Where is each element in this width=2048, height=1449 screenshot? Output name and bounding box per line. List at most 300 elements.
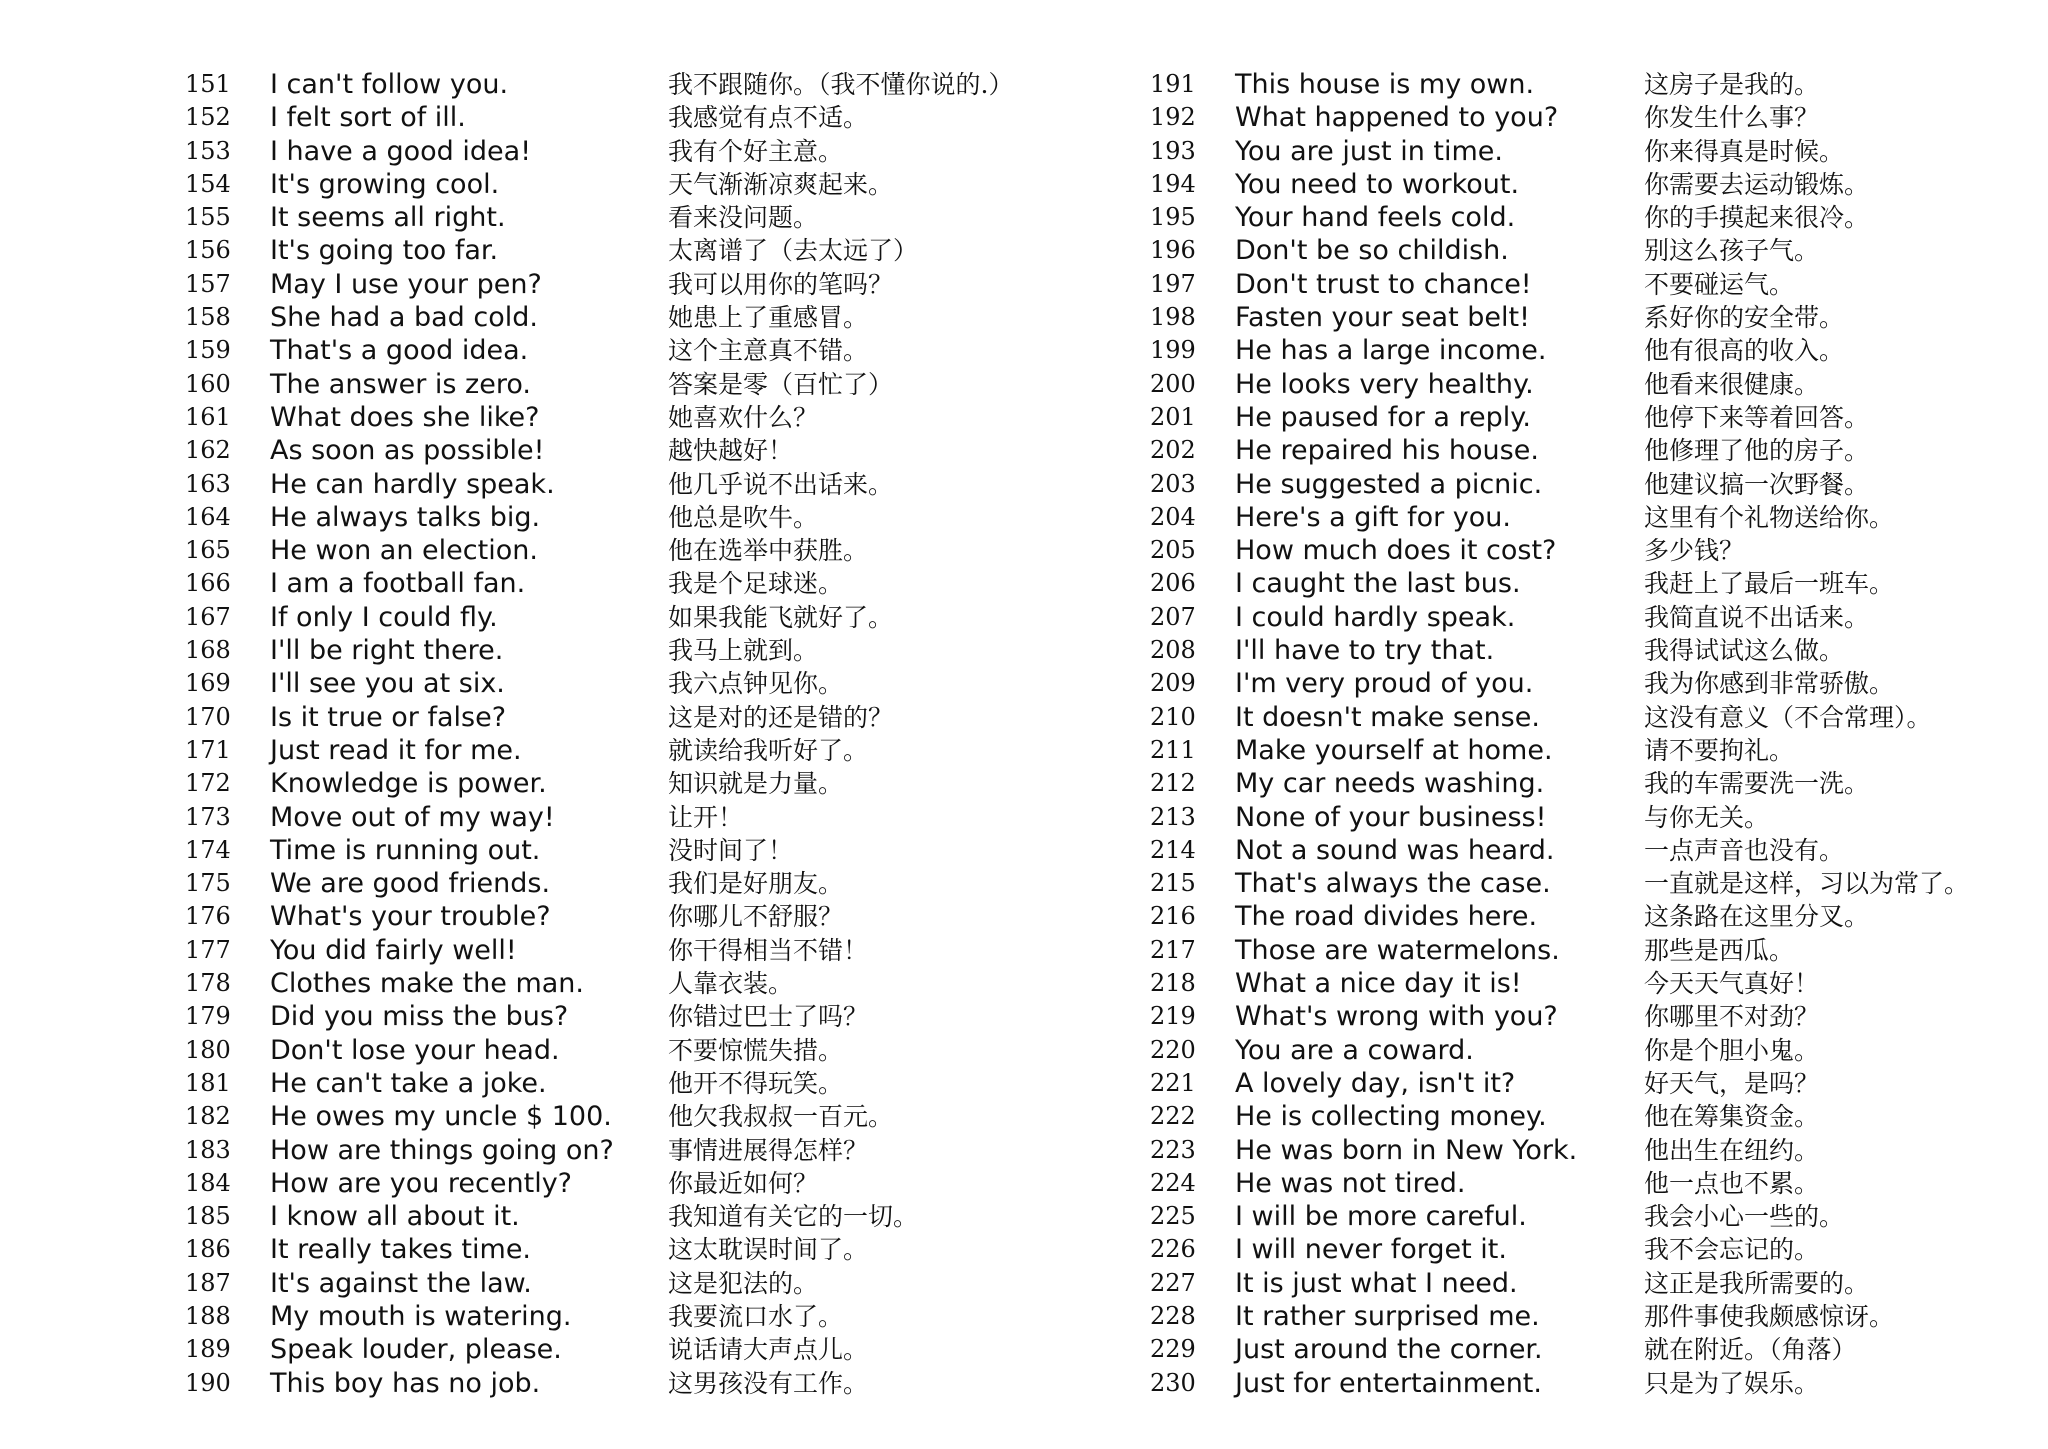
chinese-translation: 我们是好朋友。 (668, 869, 844, 899)
phrase-number: 176 (185, 902, 231, 931)
phrase-number: 185 (185, 1202, 231, 1231)
english-phrase: She had a bad cold. (270, 302, 538, 334)
chinese-translation: 他几乎说不出话来。 (668, 469, 894, 499)
phrase-number: 206 (1150, 569, 1196, 598)
english-phrase: You are a coward. (1235, 1034, 1474, 1066)
phrase-number: 162 (185, 436, 231, 465)
chinese-translation: 这是对的还是错的？ (668, 702, 894, 732)
english-phrase: He always talks big. (270, 501, 541, 533)
chinese-translation: 这正是我所需要的。 (1644, 1268, 1870, 1298)
phrase-number: 160 (185, 369, 231, 398)
english-phrase: What happened to you? (1235, 102, 1559, 134)
phrase-row (185, 1300, 1025, 1333)
phrase-number: 175 (185, 869, 231, 898)
chinese-translation: 与你无关。 (1644, 802, 1770, 832)
phrase-row (1150, 601, 2010, 634)
phrase-row (1150, 101, 2010, 134)
phrase-row (1150, 168, 2010, 201)
phrase-number: 190 (185, 1368, 231, 1397)
english-phrase: He suggested a picnic. (1235, 468, 1543, 500)
chinese-translation: 他看来很健康。 (1644, 369, 1820, 399)
english-phrase: It is just what I need. (1235, 1267, 1518, 1299)
chinese-translation: 就在附近。（角落） (1644, 1335, 1857, 1365)
english-phrase: Just around the corner. (1235, 1334, 1543, 1366)
phrase-number: 189 (185, 1335, 231, 1364)
english-phrase: He was born in New York. (1235, 1134, 1578, 1166)
chinese-translation: 你最近如何？ (668, 1168, 819, 1198)
english-phrase: Is it true or false? (270, 701, 507, 733)
phrase-row (1150, 135, 2010, 168)
phrase-number: 156 (185, 236, 231, 265)
english-phrase: He owes my uncle $ 100. (270, 1101, 612, 1133)
phrase-row (185, 201, 1025, 234)
phrase-number: 211 (1150, 735, 1196, 764)
chinese-translation: 你发生什么事？ (1644, 103, 1820, 133)
phrase-row (185, 368, 1025, 401)
phrase-row (1150, 368, 2010, 401)
phrase-row (185, 1067, 1025, 1100)
phrase-number: 180 (185, 1035, 231, 1064)
phrase-row (185, 967, 1025, 1000)
phrase-number: 154 (185, 169, 231, 198)
phrase-row (1150, 1100, 2010, 1133)
chinese-translation: 这是犯法的。 (668, 1268, 819, 1298)
chinese-translation: 答案是零（百忙了） (668, 369, 894, 399)
chinese-translation: 她患上了重感冒。 (668, 303, 869, 333)
phrase-number: 215 (1150, 869, 1196, 898)
english-phrase: My mouth is watering. (270, 1300, 572, 1332)
english-phrase: You are just in time. (1235, 135, 1503, 167)
phrase-number: 213 (1150, 802, 1196, 831)
phrase-number: 195 (1150, 203, 1196, 232)
phrase-row (1150, 301, 2010, 334)
phrase-row (1150, 900, 2010, 933)
phrase-number: 163 (185, 469, 231, 498)
phrase-number: 230 (1150, 1368, 1196, 1397)
phrase-row (1150, 634, 2010, 667)
english-phrase: Just read it for me. (270, 734, 522, 766)
chinese-translation: 我要流口水了。 (668, 1301, 844, 1331)
phrase-number: 209 (1150, 669, 1196, 698)
phrase-row (1150, 334, 2010, 367)
phrase-row (1150, 534, 2010, 567)
english-phrase: Those are watermelons. (1235, 934, 1560, 966)
chinese-translation: 如果我能飞就好了。 (668, 602, 894, 632)
chinese-translation: 这太耽误时间了。 (668, 1235, 869, 1265)
phrase-number: 218 (1150, 969, 1196, 998)
phrase-row (1150, 967, 2010, 1000)
english-phrase: This boy has no job. (270, 1367, 541, 1399)
english-phrase: You need to workout. (1235, 168, 1520, 200)
phrase-number: 192 (1150, 103, 1196, 132)
phrase-row (1150, 567, 2010, 600)
english-phrase: He paused for a reply. (1235, 401, 1531, 433)
phrase-row (185, 68, 1025, 101)
phrase-row (185, 634, 1025, 667)
phrase-row (185, 1100, 1025, 1133)
english-phrase: He won an election. (270, 535, 538, 567)
chinese-translation: 我是个足球迷。 (668, 569, 844, 599)
chinese-translation: 人靠衣装。 (668, 969, 794, 999)
phrase-number: 224 (1150, 1168, 1196, 1197)
phrase-number: 199 (1150, 336, 1196, 365)
english-phrase: How are you recently? (270, 1167, 573, 1199)
phrase-row (185, 734, 1025, 767)
chinese-translation: 只是为了娱乐。 (1644, 1368, 1820, 1398)
english-phrase: He repaired his house. (1235, 435, 1539, 467)
chinese-translation: 越快越好！ (668, 436, 794, 466)
phrase-number: 170 (185, 702, 231, 731)
phrase-row (185, 334, 1025, 367)
english-phrase: It really takes time. (270, 1234, 532, 1266)
phrase-number: 152 (185, 103, 231, 132)
phrase-number: 177 (185, 935, 231, 964)
chinese-translation: 让开！ (668, 802, 744, 832)
english-phrase: Fasten your seat belt! (1235, 302, 1530, 334)
phrase-row (185, 1034, 1025, 1067)
left-column (185, 68, 1025, 1400)
english-phrase: Time is running out. (270, 834, 541, 866)
phrase-number: 207 (1150, 602, 1196, 631)
phrase-number: 188 (185, 1301, 231, 1330)
english-phrase: Don't lose your head. (270, 1034, 560, 1066)
english-phrase: We are good friends. (270, 868, 551, 900)
phrase-row (185, 867, 1025, 900)
chinese-translation: 我不会忘记的。 (1644, 1235, 1820, 1265)
english-phrase: I felt sort of ill. (270, 102, 466, 134)
english-phrase: This house is my own. (1235, 69, 1535, 100)
phrase-row (1150, 1233, 2010, 1266)
phrase-row (1150, 1067, 2010, 1100)
phrase-number: 229 (1150, 1335, 1196, 1364)
phrase-number: 158 (185, 303, 231, 332)
phrase-number: 157 (185, 269, 231, 298)
chinese-translation: 这男孩没有工作。 (668, 1368, 869, 1398)
phrase-row (185, 135, 1025, 168)
phrase-number: 228 (1150, 1301, 1196, 1330)
chinese-translation: 那些是西瓜。 (1644, 935, 1795, 965)
phrase-row (185, 1134, 1025, 1167)
chinese-translation: 我会小心一些的。 (1644, 1202, 1845, 1232)
english-phrase: I can't follow you. (270, 69, 509, 100)
phrase-number: 179 (185, 1002, 231, 1031)
english-phrase: Not a sound was heard. (1235, 834, 1555, 866)
chinese-translation: 就读给我听好了。 (668, 735, 869, 765)
english-phrase: Did you miss the bus? (270, 1001, 569, 1033)
phrase-number: 164 (185, 502, 231, 531)
phrase-row (1150, 934, 2010, 967)
english-phrase: I'll be right there. (270, 635, 504, 667)
phrase-row (1150, 1167, 2010, 1200)
phrase-number: 151 (185, 70, 231, 98)
phrase-number: 198 (1150, 303, 1196, 332)
phrase-row (1150, 834, 2010, 867)
phrase-number: 197 (1150, 269, 1196, 298)
phrase-number: 222 (1150, 1102, 1196, 1131)
english-phrase: As soon as possible! (270, 435, 545, 467)
english-phrase: Don't trust to chance! (1235, 268, 1532, 300)
english-phrase: Move out of my way! (270, 801, 555, 833)
chinese-translation: 一直就是这样，习以为常了。 (1644, 869, 1970, 899)
phrase-number: 214 (1150, 835, 1196, 864)
phrase-number: 184 (185, 1168, 231, 1197)
chinese-translation: 他欠我叔叔一百元。 (668, 1102, 894, 1132)
english-phrase: I have a good idea! (270, 135, 532, 167)
phrase-row (185, 534, 1025, 567)
right-column (1150, 68, 2010, 1400)
chinese-translation: 他在选举中获胜。 (668, 536, 869, 566)
phrase-row (185, 1167, 1025, 1200)
phrase-row (185, 601, 1025, 634)
phrase-row (185, 401, 1025, 434)
chinese-translation: 你干得相当不错！ (668, 935, 869, 965)
chinese-translation: 你的手摸起来很冷。 (1644, 203, 1870, 233)
phrase-row (1150, 801, 2010, 834)
phrase-number: 171 (185, 735, 231, 764)
chinese-translation: 他在筹集资金。 (1644, 1102, 1820, 1132)
english-phrase: It seems all right. (270, 202, 506, 234)
phrase-number: 178 (185, 969, 231, 998)
chinese-translation: 好天气，是吗？ (1644, 1068, 1820, 1098)
phrase-number: 187 (185, 1268, 231, 1297)
chinese-translation: 今天天气真好！ (1644, 969, 1820, 999)
english-phrase: May I use your pen? (270, 268, 542, 300)
english-phrase: Speak louder, please. (270, 1334, 562, 1366)
phrase-row (1150, 701, 2010, 734)
english-phrase: What's wrong with you? (1235, 1001, 1558, 1033)
chinese-translation: 一点声音也没有。 (1644, 835, 1845, 865)
phrase-row (185, 1333, 1025, 1366)
chinese-translation: 他有很高的收入。 (1644, 336, 1845, 366)
english-phrase: It's going too far. (270, 235, 499, 267)
phrase-number: 167 (185, 602, 231, 631)
english-phrase: I am a football fan. (270, 568, 526, 600)
phrase-number: 201 (1150, 402, 1196, 431)
english-phrase: What's your trouble? (270, 901, 551, 933)
phrase-row (1150, 734, 2010, 767)
english-phrase: He is collecting money. (1235, 1101, 1547, 1133)
english-phrase: That's always the case. (1235, 868, 1551, 900)
chinese-translation: 他停下来等着回答。 (1644, 402, 1870, 432)
phrase-number: 182 (185, 1102, 231, 1131)
phrase-number: 217 (1150, 935, 1196, 964)
phrase-number: 208 (1150, 636, 1196, 665)
phrase-row (185, 900, 1025, 933)
chinese-translation: 说话请大声点儿。 (668, 1335, 869, 1365)
english-phrase: I'll see you at six. (270, 668, 505, 700)
chinese-translation: 她喜欢什么？ (668, 402, 819, 432)
english-phrase: How are things going on? (270, 1134, 614, 1166)
phrase-number: 200 (1150, 369, 1196, 398)
phrase-row (185, 1200, 1025, 1233)
phrase-row (185, 1233, 1025, 1266)
english-phrase: The road divides here. (1235, 901, 1538, 933)
chinese-translation: 这个主意真不错。 (668, 336, 869, 366)
phrase-row (1150, 1367, 2010, 1400)
chinese-translation: 你哪里不对劲？ (1644, 1002, 1820, 1032)
phrase-number: 212 (1150, 769, 1196, 798)
phrase-number: 202 (1150, 436, 1196, 465)
chinese-translation: 我可以用你的笔吗？ (668, 269, 894, 299)
phrase-number: 168 (185, 636, 231, 665)
phrase-row (1150, 1134, 2010, 1167)
chinese-translation: 我有个好主意。 (668, 136, 844, 166)
phrase-number: 225 (1150, 1202, 1196, 1231)
phrase-number: 216 (1150, 902, 1196, 931)
english-phrase: What does she like? (270, 401, 540, 433)
chinese-translation: 系好你的安全带。 (1644, 303, 1845, 333)
phrase-row (1150, 1200, 2010, 1233)
english-phrase: Don't be so childish. (1235, 235, 1509, 267)
phrase-number: 186 (185, 1235, 231, 1264)
chinese-translation: 我的车需要洗一洗。 (1644, 769, 1870, 799)
phrase-number: 169 (185, 669, 231, 698)
phrase-number: 227 (1150, 1268, 1196, 1297)
chinese-translation: 别这么孩子气。 (1644, 236, 1820, 266)
chinese-translation: 这里有个礼物送给你。 (1644, 502, 1895, 532)
phrase-row (1150, 1267, 2010, 1300)
english-phrase: He can hardly speak. (270, 468, 555, 500)
phrase-number: 172 (185, 769, 231, 798)
english-phrase: He has a large income. (1235, 335, 1547, 367)
english-phrase: Your hand feels cold. (1235, 202, 1516, 234)
phrase-number: 191 (1150, 70, 1196, 98)
phrase-row (1150, 468, 2010, 501)
phrase-row (1150, 667, 2010, 700)
english-phrase: It's growing cool. (270, 168, 500, 200)
chinese-translation: 事情进展得怎样？ (668, 1135, 869, 1165)
phrase-number: 204 (1150, 502, 1196, 531)
chinese-translation: 他修理了他的房子。 (1644, 436, 1870, 466)
phrase-number: 203 (1150, 469, 1196, 498)
phrase-row (1150, 501, 2010, 534)
phrase-row (1150, 68, 2010, 101)
english-phrase: It doesn't make sense. (1235, 701, 1540, 733)
phrase-row (1150, 1300, 2010, 1333)
phrase-row (185, 234, 1025, 267)
chinese-translation: 他总是吹牛。 (668, 502, 819, 532)
english-phrase: Just for entertainment. (1235, 1367, 1542, 1399)
chinese-translation: 你来得真是时候。 (1644, 136, 1845, 166)
english-phrase: He can't take a joke. (270, 1067, 547, 1099)
chinese-translation: 我赶上了最后一班车。 (1644, 569, 1895, 599)
phrase-row (1150, 201, 2010, 234)
phrase-number: 205 (1150, 536, 1196, 565)
english-phrase: A lovely day, isn't it? (1235, 1067, 1516, 1099)
phrase-row (1150, 434, 2010, 467)
chinese-translation: 天气渐渐凉爽起来。 (668, 169, 894, 199)
english-phrase: Make yourself at home. (1235, 734, 1553, 766)
english-phrase: I will never forget it. (1235, 1234, 1507, 1266)
phrase-number: 220 (1150, 1035, 1196, 1064)
phrase-row (1150, 234, 2010, 267)
phrase-row (185, 1000, 1025, 1033)
phrase-row (1150, 1034, 2010, 1067)
phrase-number: 183 (185, 1135, 231, 1164)
chinese-translation: 你哪儿不舒服？ (668, 902, 844, 932)
phrase-number: 226 (1150, 1235, 1196, 1264)
phrase-row (1150, 867, 2010, 900)
english-phrase: I will be more careful. (1235, 1201, 1527, 1233)
chinese-translation: 他建议搞一次野餐。 (1644, 469, 1870, 499)
phrase-row (185, 767, 1025, 800)
english-phrase: He was not tired. (1235, 1167, 1466, 1199)
english-phrase: It's against the law. (270, 1267, 532, 1299)
phrase-number: 181 (185, 1068, 231, 1097)
chinese-translation: 太离谱了（去太远了） (668, 236, 919, 266)
phrase-row (1150, 1000, 2010, 1033)
phrase-number: 165 (185, 536, 231, 565)
chinese-translation: 我知道有关它的一切。 (668, 1202, 919, 1232)
phrase-number: 173 (185, 802, 231, 831)
phrase-row (185, 701, 1025, 734)
phrase-row (1150, 1333, 2010, 1366)
chinese-translation: 请不要拘礼。 (1644, 735, 1795, 765)
english-phrase: Clothes make the man. (270, 968, 584, 1000)
phrase-row (185, 667, 1025, 700)
chinese-translation: 他开不得玩笑。 (668, 1068, 844, 1098)
chinese-translation: 这房子是我的。 (1644, 70, 1820, 99)
english-phrase: He looks very healthy. (1235, 368, 1534, 400)
english-phrase: None of your business! (1235, 801, 1547, 833)
english-phrase: I'll have to try that. (1235, 635, 1495, 667)
phrase-row (185, 501, 1025, 534)
phrase-row (185, 101, 1025, 134)
chinese-translation: 我为你感到非常骄傲。 (1644, 669, 1895, 699)
phrase-number: 155 (185, 203, 231, 232)
chinese-translation: 没时间了！ (668, 835, 794, 865)
phrase-number: 219 (1150, 1002, 1196, 1031)
english-phrase: I could hardly speak. (1235, 601, 1516, 633)
phrase-row (185, 1367, 1025, 1400)
english-phrase: How much does it cost? (1235, 535, 1557, 567)
chinese-translation: 这条路在这里分叉。 (1644, 902, 1870, 932)
phrase-number: 196 (1150, 236, 1196, 265)
chinese-translation: 你需要去运动锻炼。 (1644, 169, 1870, 199)
chinese-translation: 这没有意义（不合常理）。 (1644, 702, 1932, 732)
phrase-number: 210 (1150, 702, 1196, 731)
english-phrase: That's a good idea. (270, 335, 529, 367)
phrase-number: 166 (185, 569, 231, 598)
chinese-translation: 不要碰运气。 (1644, 269, 1795, 299)
phrase-number: 221 (1150, 1068, 1196, 1097)
chinese-translation: 我六点钟见你。 (668, 669, 844, 699)
english-phrase: If only I could fly. (270, 601, 498, 633)
phrase-row (185, 468, 1025, 501)
english-phrase: What a nice day it is! (1235, 968, 1522, 1000)
english-phrase: I'm very proud of you. (1235, 668, 1534, 700)
phrase-row (185, 801, 1025, 834)
phrase-number: 174 (185, 835, 231, 864)
phrase-row (185, 168, 1025, 201)
phrase-row (185, 834, 1025, 867)
phrase-row (185, 301, 1025, 334)
english-phrase: Here's a gift for you. (1235, 501, 1511, 533)
chinese-translation: 我得试试这么做。 (1644, 636, 1845, 666)
phrase-row (1150, 401, 2010, 434)
chinese-translation: 多少钱？ (1644, 536, 1745, 566)
phrase-row (185, 934, 1025, 967)
chinese-translation: 我马上就到。 (668, 636, 819, 666)
chinese-translation: 那件事使我颇感惊讶。 (1644, 1301, 1895, 1331)
chinese-translation: 他一点也不累。 (1644, 1168, 1820, 1198)
chinese-translation: 不要惊慌失措。 (668, 1035, 844, 1065)
chinese-translation: 他出生在纽约。 (1644, 1135, 1820, 1165)
phrase-row (185, 1267, 1025, 1300)
english-phrase: I know all about it. (270, 1201, 520, 1233)
english-phrase: The answer is zero. (270, 368, 531, 400)
phrase-row (1150, 268, 2010, 301)
